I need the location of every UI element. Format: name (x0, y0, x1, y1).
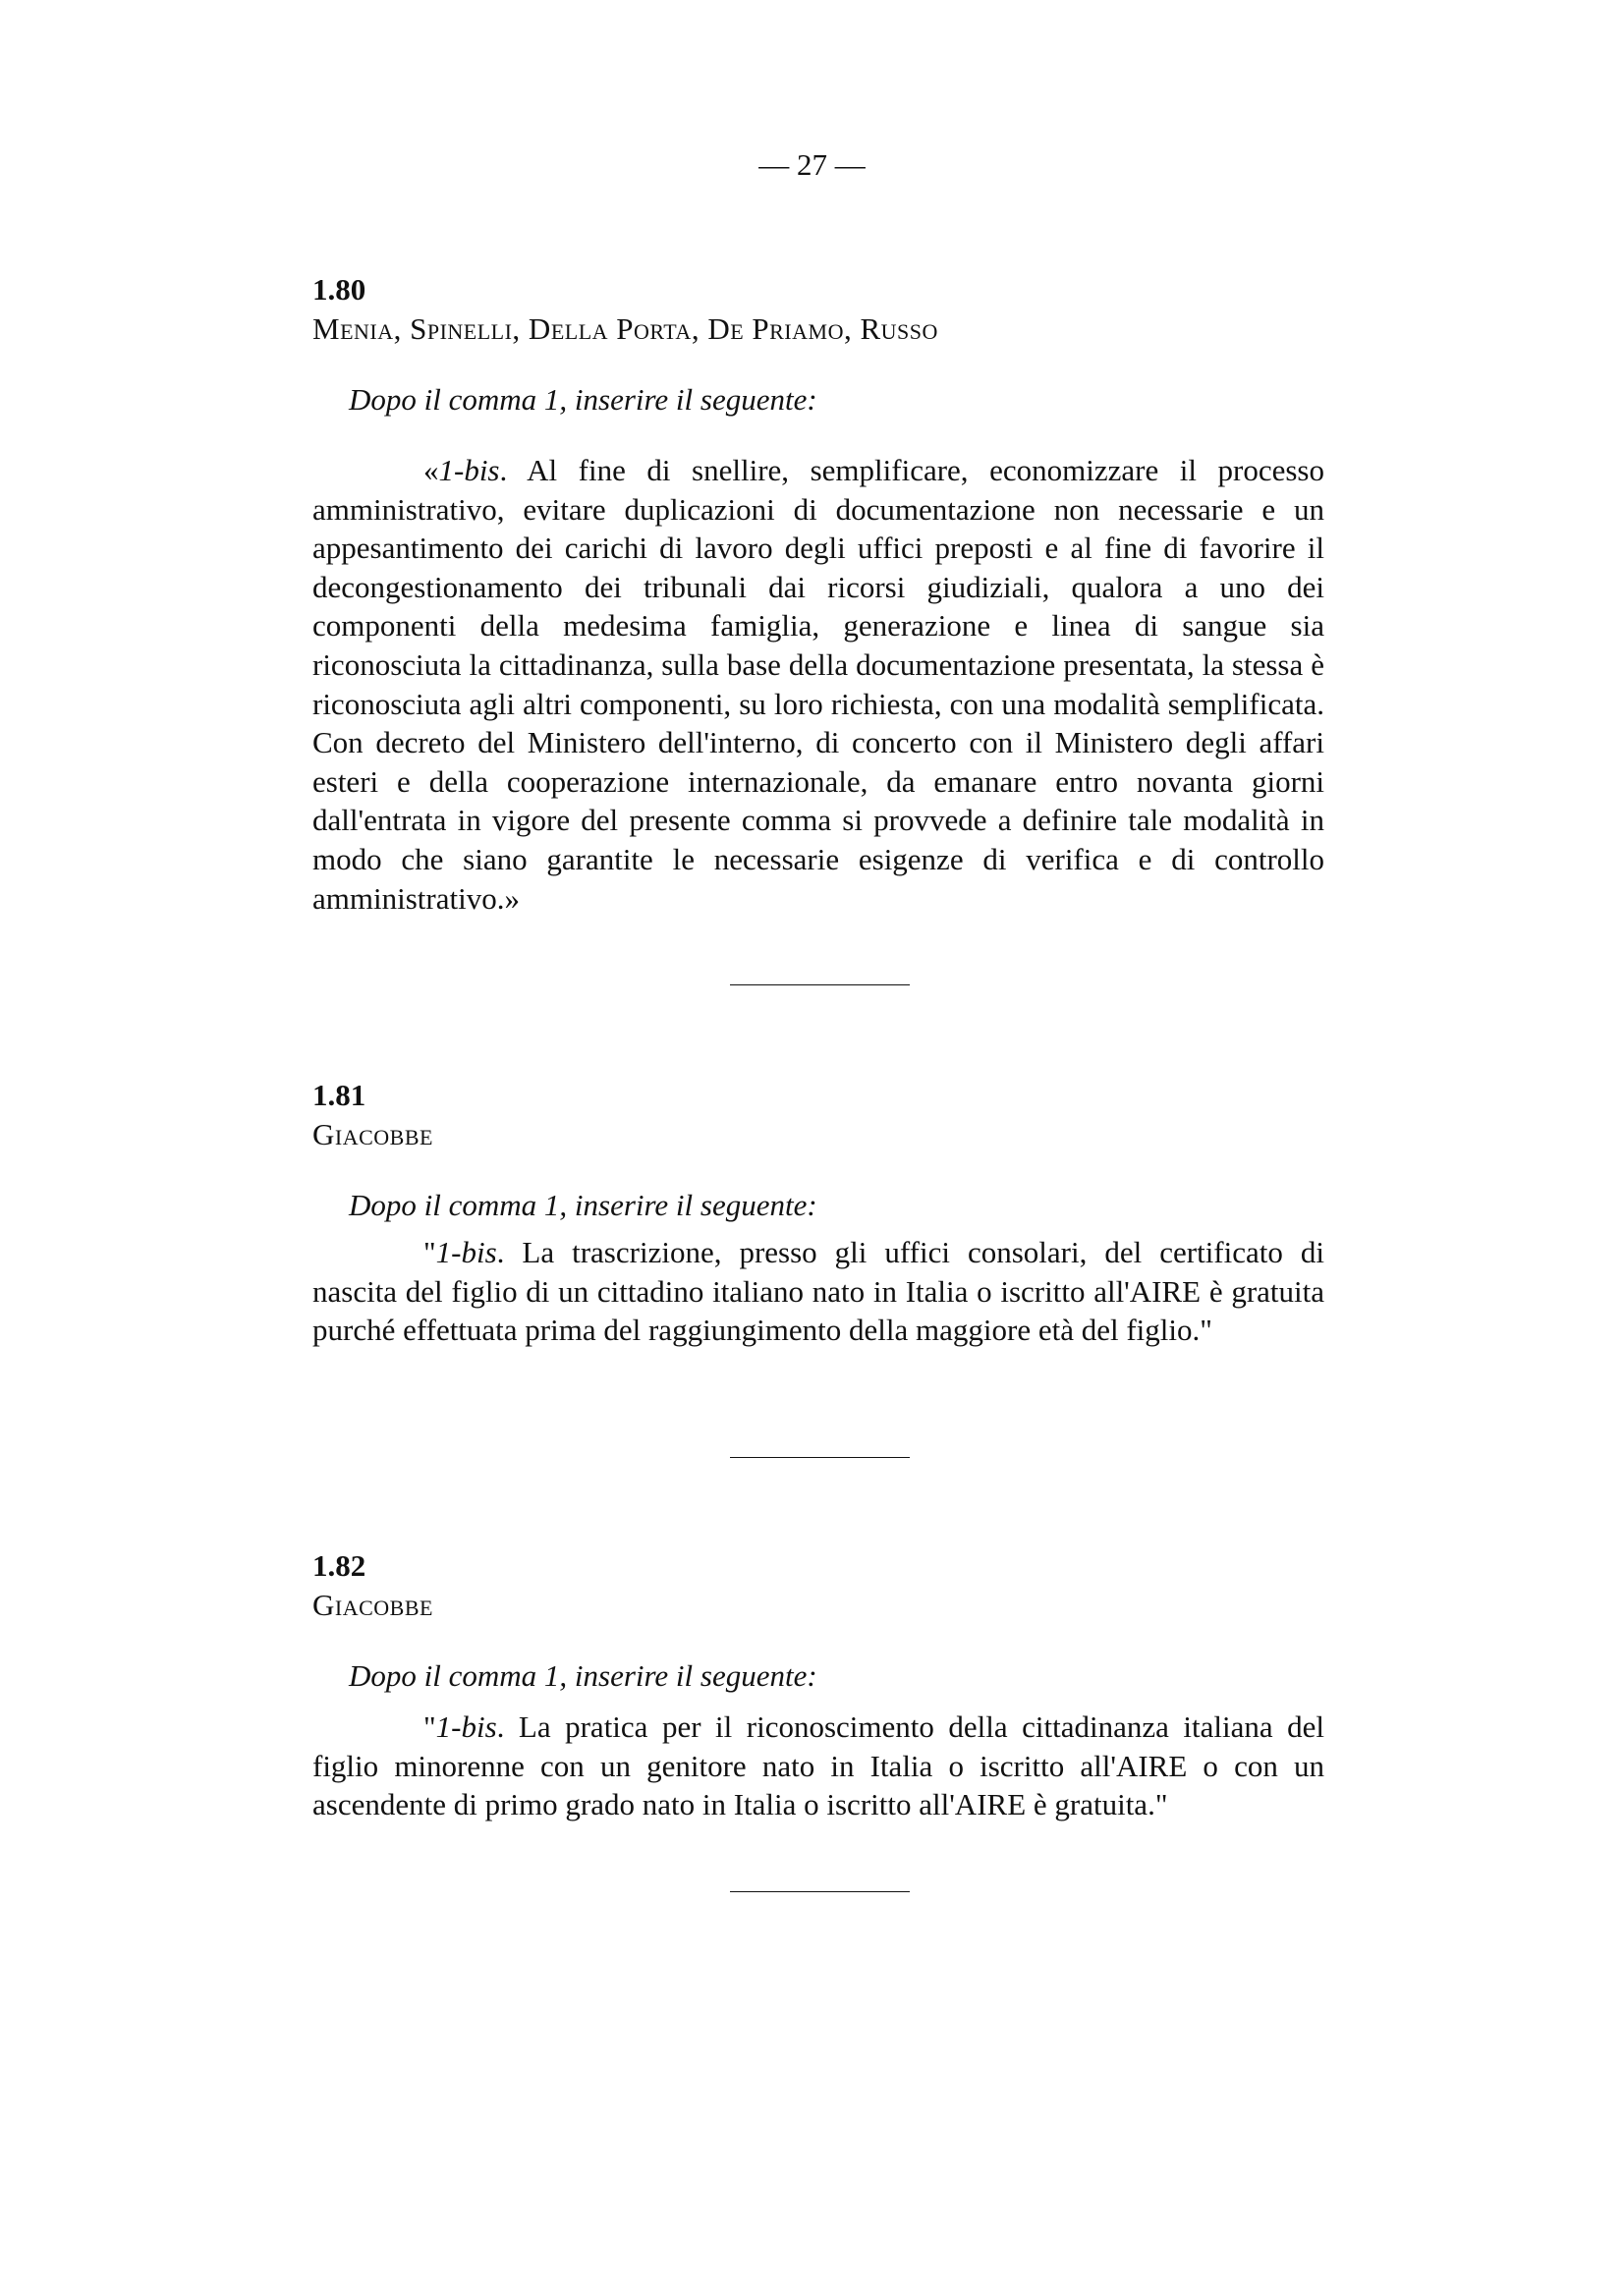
bis-label: 1-bis (435, 1709, 497, 1744)
amendment-instruction: Dopo il comma 1, inserire il seguente: (349, 1188, 817, 1222)
bis-label: 1-bis (438, 453, 500, 487)
amendment-1-80 (312, 270, 1324, 918)
amendment-body: . Al fine di snellire, semplificare, economizzare il processo amministrativo, evitare duplicazioni di documentazione non necessarie e un appesantimento dei carichi di lavoro degli uffici preposti e al fine di favorire il decongestionamento dei tribunali dai ricorsi giudiziali, qualora a uno dei componenti della medesima famiglia, generazione e linea di sangue sia riconosciuta la cittadinanza, sulla base della documentazione presentata, la stessa è riconosciuta agli altri componenti, su loro richiesta, con una modalità semplificata. Con decreto del Ministero dell'interno, di concerto con il Ministero degli affari esteri e della cooperazione internazionale, da emanare entro novanta giorni dall'entrata in vigore del presente comma si provvede a definire tale modalità in modo che siano garantite le necessarie esigenze di verifica e di controllo amministrativo.» (312, 453, 1324, 916)
amendment-body: . La trascrizione, presso gli uffici consolari, del certificato di nascita del figlio di un cittadino italiano nato in Italia o iscritto all'AIRE è gratuita purché effettuata prima del raggiungimento della maggiore età del figlio." (312, 1235, 1324, 1348)
amendment-instruction: Dopo il comma 1, inserire il seguente: (349, 1658, 817, 1693)
amendment-number: 1.80 (312, 272, 366, 307)
amendment-authors: Giacobbe (312, 1117, 433, 1151)
bis-label: 1-bis (435, 1235, 497, 1269)
amendment-number: 1.82 (312, 1548, 366, 1583)
amendment-separator (730, 984, 910, 985)
amendment-authors: Giacobbe (312, 1588, 433, 1622)
open-quote: « (423, 453, 439, 487)
page-number: — 27 — (758, 147, 866, 182)
amendment-separator (730, 1891, 910, 1892)
amendment-body: . La pratica per il riconoscimento della cittadinanza italiana del figlio minorenne con un genitore nato in Italia o iscritto all'AIRE o con un ascendente di primo grado nato in Italia o iscritto all'AIRE è gratuita." (312, 1709, 1324, 1822)
amendment-text (312, 1708, 1324, 1824)
open-quote: " (423, 1235, 436, 1269)
amendment-text (312, 451, 1324, 918)
amendment-separator (730, 1457, 910, 1458)
amendment-1-81 (312, 1076, 1324, 1350)
amendment-number: 1.81 (312, 1078, 366, 1112)
amendment-instruction: Dopo il comma 1, inserire il seguente: (349, 382, 817, 417)
open-quote: " (423, 1709, 436, 1744)
amendment-1-82 (312, 1546, 1324, 1824)
amendment-text (312, 1233, 1324, 1350)
amendment-authors: Menia, Spinelli, Della Porta, De Priamo, Russo (312, 311, 938, 346)
